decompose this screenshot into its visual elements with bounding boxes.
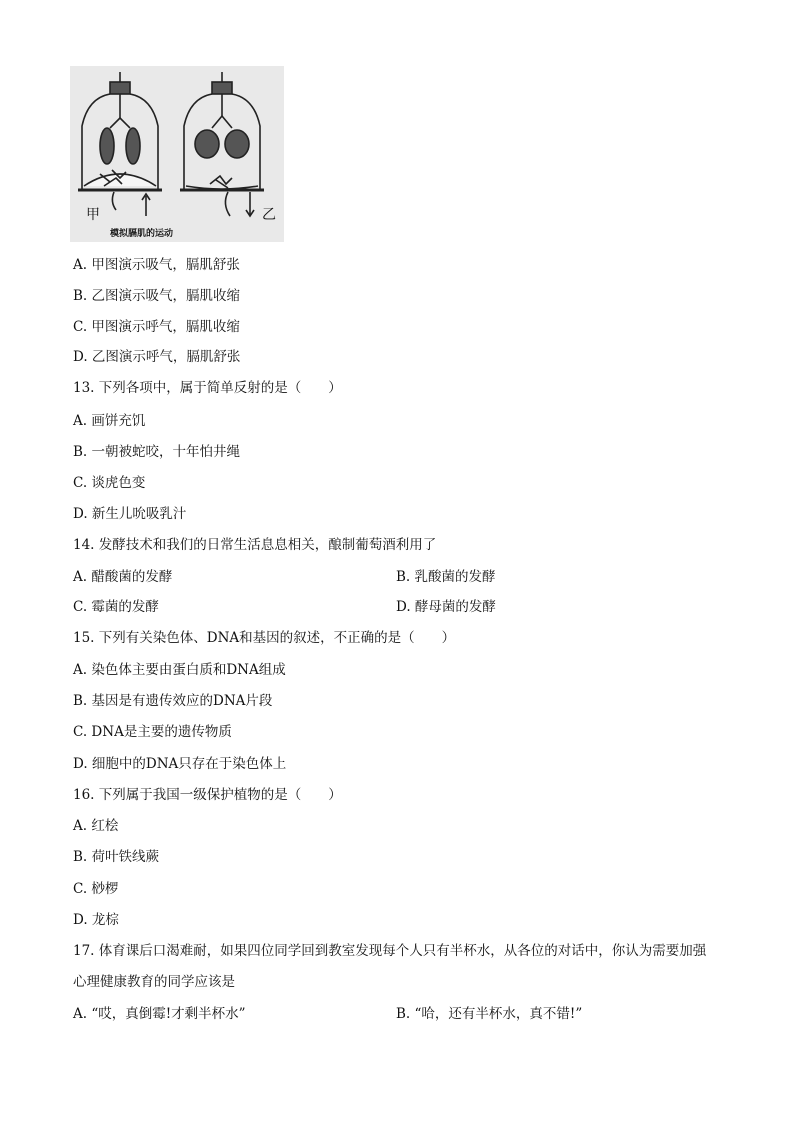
q17-stem-line2: 心理健康教育的同学应该是 (73, 974, 235, 990)
label-yi: 乙 (262, 207, 276, 223)
q16-stem: 16. 下列属于我国一级保护植物的是（ ） (73, 787, 342, 803)
q17-option-b: B. “哈，还有半杯水，真不错!” (396, 1006, 583, 1022)
q15-option-b: B. 基因是有遗传效应的DNA片段 (73, 693, 273, 709)
q13-option-c: C. 谈虎色变 (73, 475, 146, 491)
q14-option-c: C. 霉菌的发酵 (73, 599, 159, 615)
q13-stem: 13. 下列各项中，属于简单反射的是（ ） (73, 380, 342, 396)
q12-option-c: C. 甲图演示呼气，膈肌收缩 (73, 319, 240, 335)
q15-option-a: A. 染色体主要由蛋白质和DNA组成 (73, 662, 286, 678)
q16-option-b: B. 荷叶铁线蕨 (73, 849, 160, 865)
q16-option-c: C. 桫椤 (73, 881, 119, 897)
q17-option-a: A. “哎，真倒霉!才剩半杯水” (73, 1006, 246, 1022)
bell-jar-illustration (70, 66, 284, 242)
q17-stem-line1: 17. 体育课后口渴难耐，如果四位同学回到教室发现每个人只有半杯水，从各位的对话中，你认为需要加强 (73, 943, 707, 959)
q15-stem: 15. 下列有关染色体、DNA和基因的叙述，不正确的是（ ） (73, 630, 456, 646)
label-jia: 甲 (86, 207, 100, 223)
q12-option-d: D. 乙图演示呼气，膈肌舒张 (73, 349, 241, 365)
figure-caption: 模拟膈肌的运动 (110, 229, 174, 239)
q12-option-b: B. 乙图演示吸气，膈肌收缩 (73, 288, 241, 304)
q14-option-a: A. 醋酸菌的发酵 (73, 569, 173, 585)
q14-option-d: D. 酵母菌的发酵 (396, 599, 496, 615)
q15-option-d: D. 细胞中的DNA只存在于染色体上 (73, 756, 287, 772)
q15-option-c: C. DNA是主要的遗传物质 (73, 724, 232, 740)
q14-option-b: B. 乳酸菌的发酵 (396, 569, 496, 585)
q16-option-d: D. 龙棕 (73, 912, 119, 928)
q12-option-a: A. 甲图演示吸气，膈肌舒张 (73, 257, 240, 273)
q13-option-d: D. 新生儿吮吸乳汁 (73, 506, 187, 522)
diaphragm-model-figure (70, 66, 284, 242)
q13-option-b: B. 一朝被蛇咬，十年怕井绳 (73, 444, 241, 460)
q14-stem: 14. 发酵技术和我们的日常生活息息相关，酿制葡萄酒利用了 (73, 537, 437, 553)
q13-option-a: A. 画饼充饥 (73, 413, 146, 429)
q16-option-a: A. 红桧 (73, 818, 119, 834)
